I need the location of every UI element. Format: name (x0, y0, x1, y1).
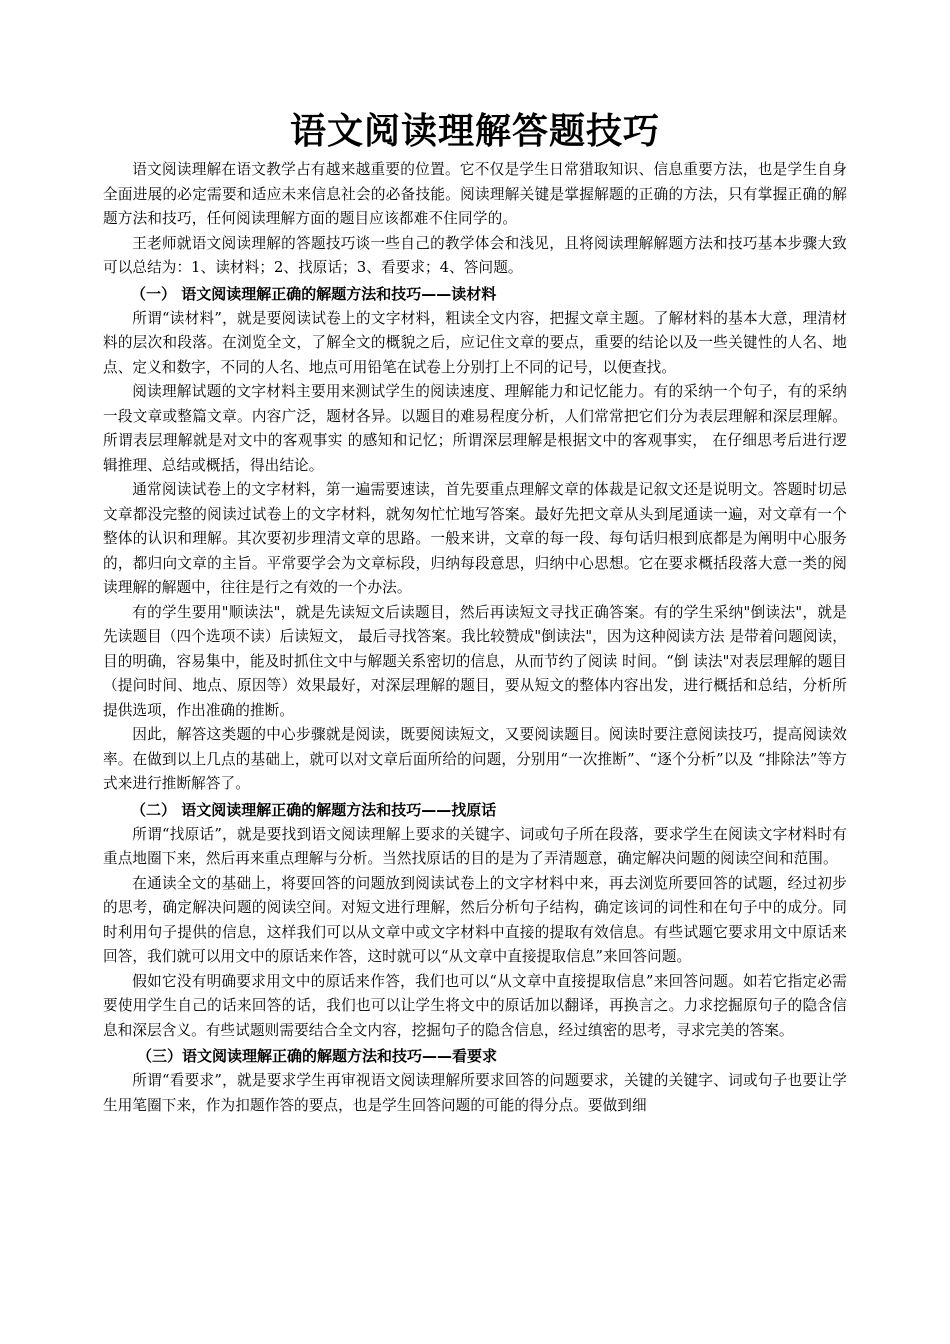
intro-paragraph: 王老师就语文阅读理解的答题技巧谈一些自己的教学体会和浅见，且将阅读理解解题方法和技巧基本步骤大致可以总结为：1、读材料；2、找原话；3、看要求；4、答问题。 (103, 234, 847, 276)
body-paragraph: 有的学生要用"顺读法"，就是先读短文后读题目，然后再读短文寻找正确答案。有的学生采纳"倒读法"，就是先读题目（四个选项不读）后读短文， 最后寻找答案。我比较赞成"倒读法"，因为这种阅读方法 是带着问题阅读， 目的明确，容易集中，能及时抓住文中与解题关系密切的信息，从而节约了阅读 时间。“倒 读法"对表层理解的题目（提问时间、地点、原因等）效果最好，对深层理解的题目，要从短文的整体内容出发，进行概括和总结，分析所提供选项，作出准确的推断。 (103, 603, 847, 719)
body-paragraph: 所谓“看要求”，就是要求学生再审视语文阅读理解所要求回答的问题要求，关键的关键字、词或句子也要让学生用笔圈下来，作为扣题作答的要点，也是学生回答问题的可能的得分点。要做到细 (103, 1072, 847, 1114)
document-page (103, 100, 847, 1118)
body-paragraph: 在通读全文的基础上，将要回答的问题放到阅读试卷上的文字材料中来，再去浏览所要回答的试题，经过初步的思考，确定解决问题的阅读空间。对短文进行理解，然后分析句子结构，确定该词的词性和在句子中的成分。同时利用句子提供的信息，这样我们可以从文章中或文字材料中直接的提取有效信息。有些试题它要求用文中原话来回答，我们就可以用文中的原话来作答，这时就可以“从文章中直接提取信息”来回答问题。 (103, 874, 847, 965)
body-paragraph: 通常阅读试卷上的文字材料，第一遍需要速读，首先要重点理解文章的体裁是记叙文还是说明文。答题时切忌文章都没完整的阅读过试卷上的文字材料，就匆匆忙忙地写答案。最好先把文章从头到尾通读一遍，对文章有一个整体的认识和理解。其次要初步理清文章的思路。一般来讲，文章的每一段、每句话归根到底都是为阐明中心服务的，都归向文章的主旨。平常要学会为文章标段，归纳每段意思，归纳中心思想。它在要求概括段落大意一类的阅读理解的解题中，往往是行之有效的一个办法。 (103, 481, 847, 596)
body-paragraph: 阅读理解试题的文字材料主要用来测试学生的阅读速度、理解能力和记忆能力。有的采纳一个句子，有的采纳一段文章或整篇文章。内容广泛，题材各异。以题目的难易程度分析，人们常常把它们分为表层理解和深层理解。所谓表层理解就是对文中的客观事实 的感知和记忆；所谓深层理解是根据文中的客观事实， 在仔细思考后进行逻辑推理、总结或概括，得出结论。 (103, 383, 847, 474)
body-paragraph: 假如它没有明确要求用文中的原话来作答，我们也可以“从文章中直接提取信息”来回答问题。如若它指定必需要使用学生自己的话来回答的话，我们也可以让学生将文中的原话加以翻译，再换言之。力求挖掘原句子的隐含信息和深层含义。有些试题则需要结合全文内容，挖掘句子的隐含信息，经过缜密的思考，寻求完美的答案。 (103, 972, 847, 1039)
body-paragraph: 因此，解答这类题的中心步骤就是阅读，既要阅读短文，又要阅读题目。阅读时要注意阅读技巧，提高阅读效率。在做到以上几点的基础上，就可以对文章后面所给的问题，分别用“一次推断”、“逐个分析”以及 “排除法”等方式来进行推断解答了。 (103, 726, 847, 792)
section-heading: （三）语文阅读理解正确的解题方法和技巧——看要求 (137, 1047, 498, 1065)
body-paragraph: 所谓“找原话”，就是要找到语文阅读理解上要求的关键字、词或句子所在段落，要求学生在阅读文字材料时有重点地圈下来，然后再来重点理解与分析。当然找原话的目的是为了弄清题意，确定解决问题的阅读空间和范围。 (103, 825, 847, 867)
section-heading: （二） 语文阅读理解正确的解题方法和技巧——找原话 (131, 800, 497, 819)
document-title: 语文阅读理解答题技巧 (289, 111, 660, 152)
body-paragraph: 所谓“读材料”，就是要阅读试卷上的文字材料，粗读全文内容，把握文章主题。了解材料的基本大意，理清材料的层次和段落。在浏览全文，了解全文的概貌之后，应记住文章的要点，重要的结论以及一些关键性的人名、地点、定义和数字，不同的人名、地点可用铅笔在试卷上分别打上不同的记号，以便查找。 (103, 309, 847, 376)
intro-paragraph: 语文阅读理解在语文教学占有越来越重要的位置。它不仅是学生日常猎取知识、信息重要方法，也是学生自身全面进展的必定需要和适应未来信息社会的必备技能。阅读理解关键是掌握解题的正确的方法，只有掌握正确的解题方法和技巧，任何阅读理解方面的题目应该都难不住同学的。 (103, 161, 847, 227)
section-heading: （一） 语文阅读理解正确的解题方法和技巧——读材料 (131, 284, 497, 303)
